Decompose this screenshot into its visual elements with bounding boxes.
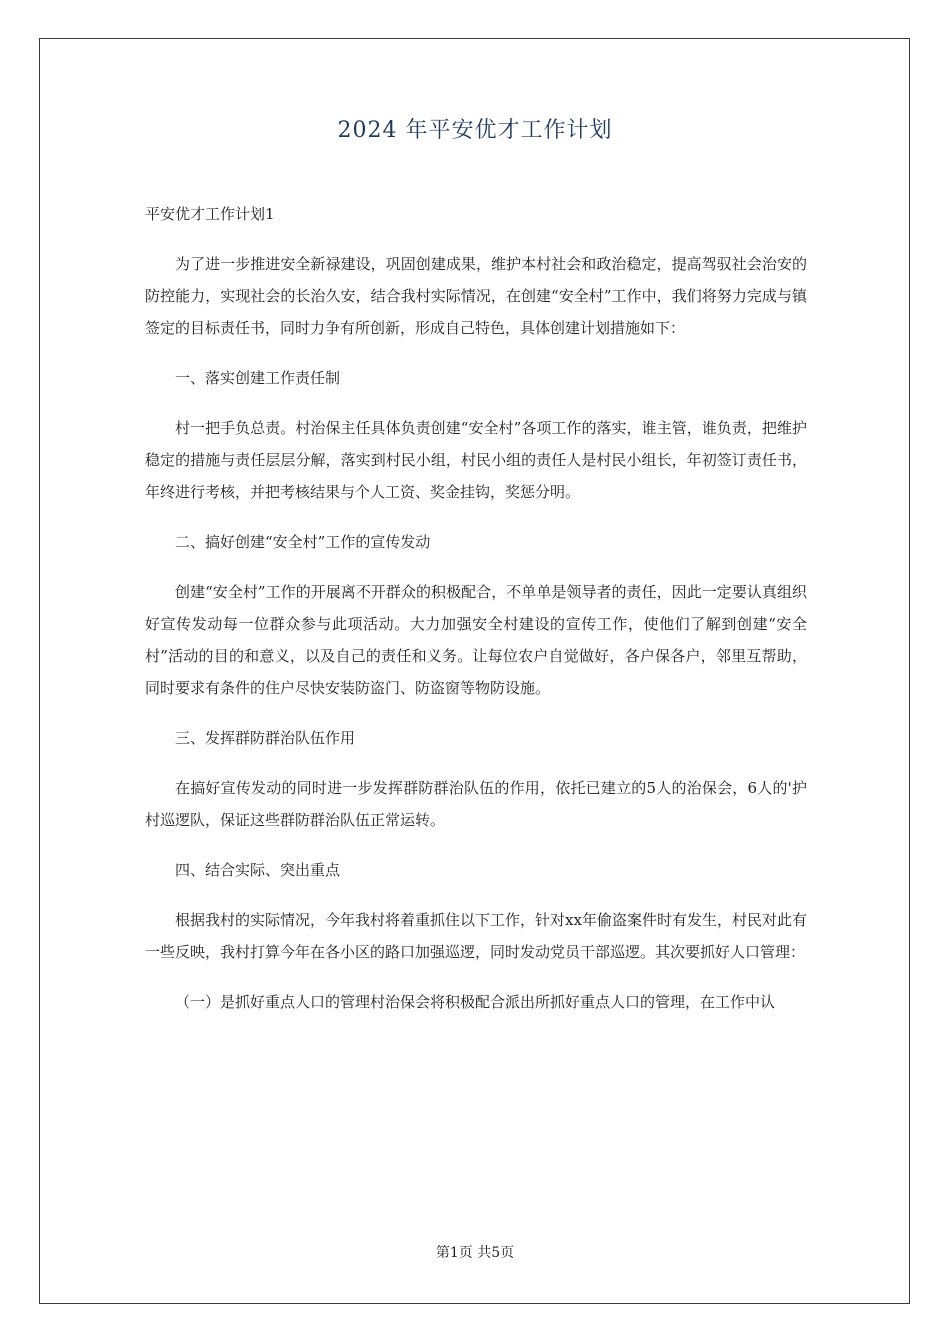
document-body <box>145 198 807 1036</box>
paragraph-intro: 为了进一步推进安全新禄建设，巩固创建成果，维护本村社会和政治稳定，提高驾驭社会治安的防控能力，实现社会的长治久安，结合我村实际情况，在创建“安全村”工作中，我们将努力完成与镇签定的目标责任书，同时力争有所创新，形成自己特色，具体创建计划措施如下： <box>145 255 807 337</box>
section-heading: 平安优才工作计划1 <box>145 205 275 223</box>
heading-2: 二、搞好创建“安全村”工作的宣传发动 <box>175 533 431 551</box>
paragraph-3: 在搞好宣传发动的同时进一步发挥群防群治队伍的作用，依托已建立的5人的治保会，6人的'护村巡逻队，保证这些群防群治队伍正常运转。 <box>145 779 807 829</box>
heading-3: 三、发挥群防群治队伍作用 <box>175 729 356 747</box>
heading-4: 四、结合实际、突出重点 <box>175 861 341 879</box>
paragraph-1: 村一把手负总责。村治保主任具体负责创建“安全村”各项工作的落实，谁主管，谁负责，把维护稳定的措施与责任层层分解，落实到村民小组，村民小组的责任人是村民小组长，年初签订责任书，年终进行考核，并把考核结果与个人工资、奖金挂钩，奖惩分明。 <box>145 419 807 501</box>
heading-1: 一、落实创建工作责任制 <box>175 369 341 387</box>
page-number: 第1页 共5页 <box>435 1245 515 1261</box>
paragraph-4: 根据我村的实际情况，今年我村将着重抓住以下工作，针对xx年偷盗案件时有发生，村民对此有一些反映，我村打算今年在各小区的路口加强巡逻，同时发动党员干部巡逻。其次要抓好人口管理： <box>145 911 807 961</box>
paragraph-2: 创建“安全村”工作的开展离不开群众的积极配合，不单单是领导者的责任，因此一定要认真组织好宣传发动每一位群众参与此项活动。大力加强安全村建设的宣传工作，使他们了解到创建“安全村”活动的目的和意义，以及自己的责任和义务。让每位农户自觉做好，各户保各户，邻里互帮助，同时要求有条件的住户尽快安装防盗门、防盗窗等物防设施。 <box>145 583 807 697</box>
document-title: 2024 年平安优才工作计划 <box>337 118 613 143</box>
paragraph-5: （一）是抓好重点人口的管理村治保会将积极配合派出所抓好重点人口的管理，在工作中认 <box>175 993 776 1011</box>
